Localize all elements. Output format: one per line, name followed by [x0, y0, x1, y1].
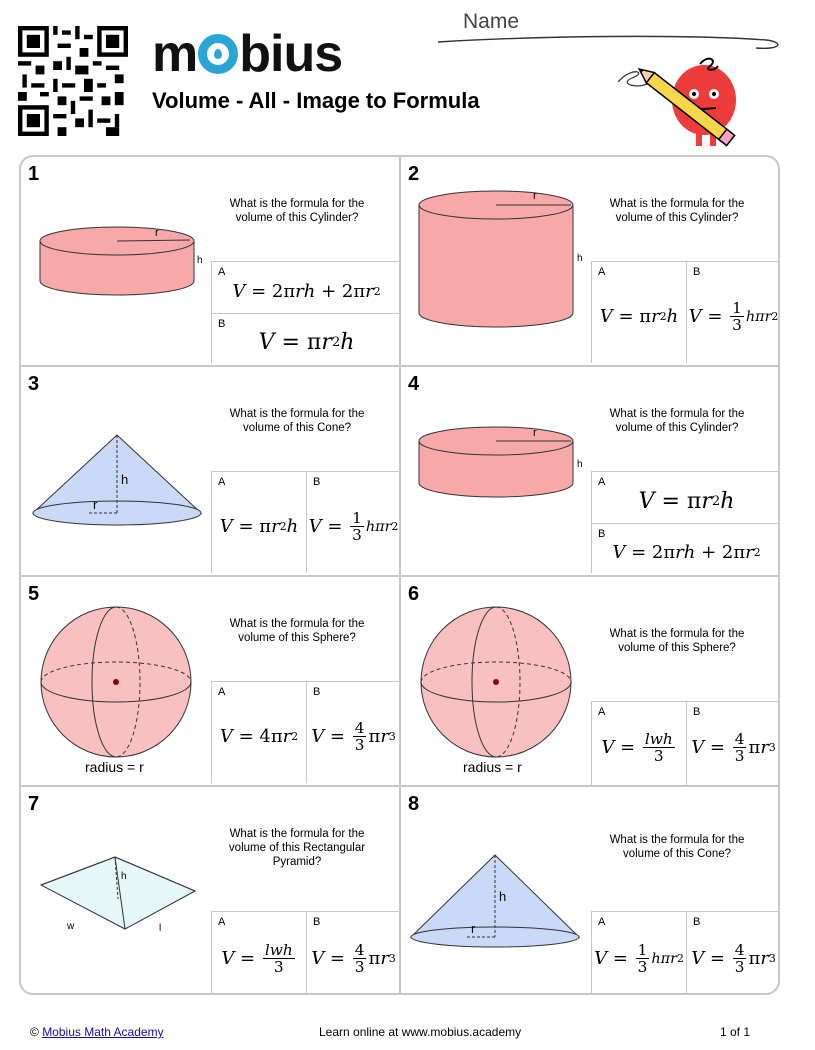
cylinder-figure: [415, 421, 595, 511]
option-b[interactable]: B V = $\frac{1}{3}$ hπr 2: [686, 262, 780, 363]
answer-options: [211, 471, 401, 573]
svg-text:h: h: [121, 871, 127, 882]
question-grid: [19, 155, 780, 995]
option-a[interactable]: A V = π r 2 h: [598, 266, 679, 327]
question-number: 1: [28, 163, 40, 185]
worksheet-title: Volume - All - Image to Formula: [152, 88, 480, 113]
svg-text:r: r: [533, 427, 537, 439]
question-number: 8: [408, 793, 420, 815]
question-prompt: What is the formula for the volume of this Sphere?: [229, 618, 365, 644]
option-b[interactable]: B V = $\frac{4}{3}$ π r 3: [306, 912, 400, 995]
question-number: 6: [408, 583, 420, 605]
cylinder-figure: [415, 185, 595, 335]
question-card-8: [401, 787, 780, 995]
question-number: 4: [408, 373, 420, 395]
option-a[interactable]: A V = 4π r 2: [218, 686, 299, 747]
option-a[interactable]: A V = $\frac{\text{lwh}}{3}$: [598, 706, 673, 765]
svg-text:h: h: [121, 472, 129, 487]
question-card-5: [21, 577, 401, 787]
question-prompt: What is the formula for the volume of this Cylinder?: [609, 198, 745, 224]
question-prompt: What is the formula for the volume of this Cone?: [229, 408, 365, 434]
option-a[interactable]: A V = $\frac{\text{lwh}}{3}$: [218, 916, 293, 976]
answer-options: [591, 471, 780, 573]
option-b[interactable]: B V = $\frac{4}{3}$ π r 3: [686, 702, 780, 785]
svg-text:l: l: [159, 923, 162, 934]
question-number: 2: [408, 163, 420, 185]
footer-copyright: © Mobius Math Academy: [30, 1025, 164, 1039]
option-b[interactable]: B V = $\frac{1}{3}$ hπr 2: [306, 472, 400, 573]
question-card-3: [21, 367, 401, 577]
svg-text:h: h: [197, 255, 203, 266]
answer-options: [211, 681, 401, 783]
question-card-4: [401, 367, 780, 577]
question-prompt: What is the formula for the volume of this Cone?: [609, 834, 745, 860]
svg-text:r: r: [155, 227, 159, 239]
question-prompt: What is the formula for the volume of this Rectangular Pyramid?: [228, 828, 366, 868]
question-prompt: What is the formula for the volume of this Cylinder?: [609, 408, 745, 434]
answer-options: [211, 261, 401, 363]
svg-text:r: r: [471, 921, 476, 936]
option-a[interactable]: A V = $\frac{1}{3}$ hπr 2: [594, 916, 684, 976]
svg-text:h: h: [499, 889, 507, 904]
svg-text:h: h: [577, 459, 583, 470]
option-b[interactable]: B V = $\frac{4}{3}$ π r 3: [686, 912, 780, 995]
cone-figure: [405, 851, 585, 955]
option-a[interactable]: A V = π r 2 h: [218, 476, 299, 537]
cylinder-figure: [35, 217, 215, 307]
answer-options: [591, 701, 780, 785]
footer-link[interactable]: Mobius Math Academy: [42, 1025, 164, 1039]
question-number: 5: [28, 583, 40, 605]
svg-text:h: h: [577, 253, 583, 264]
sphere-figure: [419, 605, 573, 759]
question-number: 7: [28, 793, 40, 815]
page-number: 1 of 1: [720, 1025, 751, 1039]
question-card-6: [401, 577, 780, 787]
question-card-7: [21, 787, 401, 995]
question-prompt: What is the formula for the volume of this Cylinder?: [229, 198, 365, 224]
mascot-icon: [612, 42, 752, 162]
svg-text:w: w: [67, 921, 75, 932]
question-number: 3: [28, 373, 40, 395]
question-prompt: What is the formula for the volume of this Sphere?: [609, 628, 745, 654]
pyramid-figure: [35, 849, 205, 939]
answer-options: [591, 911, 780, 995]
sphere-caption: radius = r: [463, 759, 522, 775]
qr-code: [18, 26, 128, 136]
answer-options: [211, 911, 401, 995]
sphere-caption: radius = r: [85, 759, 144, 775]
sphere-figure: [39, 605, 193, 759]
option-b[interactable]: B V = π r 2 h: [212, 313, 401, 364]
question-card-1: [21, 157, 401, 367]
answer-options: [591, 261, 780, 363]
option-a[interactable]: A V = π r 2 h: [598, 476, 735, 514]
option-b[interactable]: B V = $\frac{4}{3}$ π r 3: [306, 682, 400, 783]
option-a[interactable]: A V = 2π rh + 2π r 2: [218, 266, 381, 302]
cone-figure: [29, 429, 209, 529]
svg-text:r: r: [93, 497, 98, 512]
option-b[interactable]: B V = 2π rh + 2π r 2: [592, 523, 780, 574]
question-card-2: [401, 157, 780, 367]
mobius-logo: m bius: [152, 25, 343, 83]
footer-center: Learn online at www.mobius.academy: [319, 1025, 522, 1039]
name-label: Name: [463, 10, 520, 33]
svg-text:r: r: [533, 190, 537, 202]
